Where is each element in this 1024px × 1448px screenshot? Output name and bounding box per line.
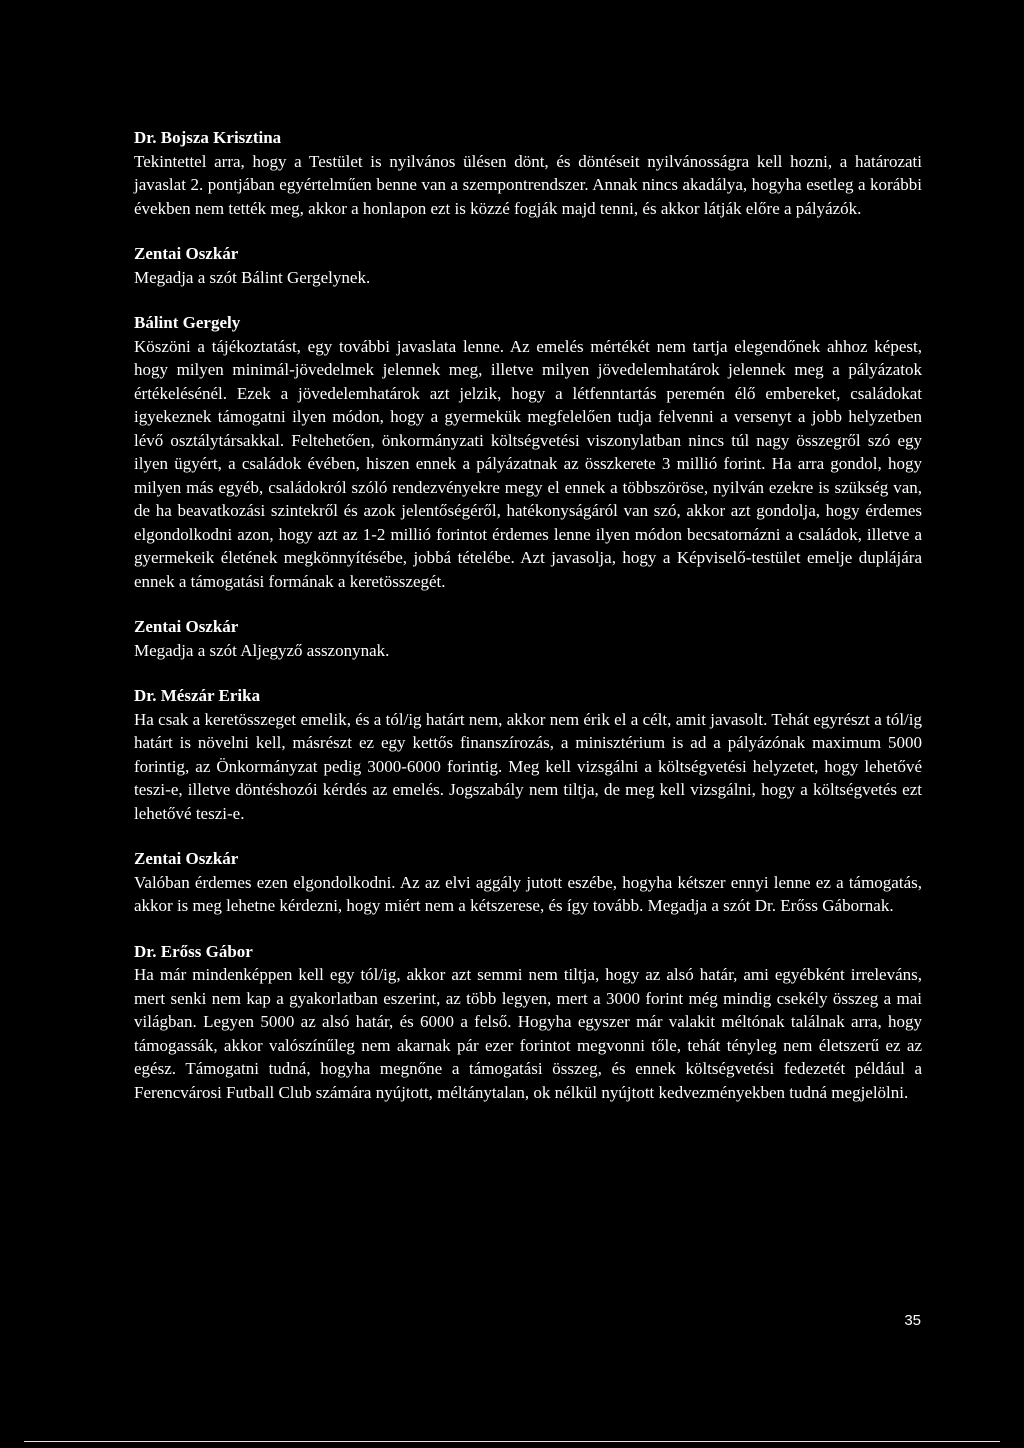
page-number: 35	[904, 1312, 921, 1329]
speaker-name: Zentai Oszkár	[134, 617, 239, 636]
speech-block	[134, 940, 922, 1105]
speech-block	[134, 311, 922, 593]
speech-text: Köszöni a tájékoztatást, egy további javaslata lenne. Az emelés mértékét nem tartja elegendőnek ahhoz képest, hogy milyen minimál-jövedelmek jelennek meg, illetve milyen jövedelemhatárok jelennek meg a pályázatok értékelésénél. Ezek a jövedelemhatárok azt jelzik, hogy a létfenntartás peremén élő embereket, családokat igyekeznek támogatni ilyen módon, hogy a gyermekük megfelelően tudja felvenni a versenyt a jobb helyzetben lévő osztálytársakkal. Feltehetően, önkormányzati költségvetési viszonylatban nincs túl nagy összegről szó egy ilyen ügyért, a családok évében, hiszen ennek a pályázatnak az összkerete 3 millió forint. Ha arra gondol, hogy milyen más egyéb, családokról szóló rendezvényekre megy el ennek a többszöröse, nyilván ezekre is szükség van, de ha beavatkozási szintekről és azok jelentőségéről, hatékonyságáról van szó, akkor azt gondolja, hogy érdemes elgondolkodni azon, hogy azt az 1-2 millió forintot érdemes lenne ilyen módon becsatornázni a családok, illetve a gyermekeik életének megkönnyítésébe, jobbá tételébe. Azt javasolja, hogy a Képviselő-testület emelje duplájára ennek a támogatási formának a keretösszegét.	[134, 336, 922, 591]
speech-text: Megadja a szót Bálint Gergelynek.	[134, 267, 371, 287]
speaker-name: Zentai Oszkár	[134, 849, 239, 868]
speech-text: Ha csak a keretösszeget emelik, és a tól/ig határt nem, akkor nem érik el a célt, amit javasolt. Tehát egyrészt a tól/ig határt is növelni kell, másrészt ez egy kettős finanszírozás, a minisztérium is ad a pályázónak maximum 5000 forintig, az Önkormányzat pedig 3000-6000 forintig. Meg kell vizsgálni a költségvetési helyzetet, hogy lehetővé teszi-e, illetve döntéshozói kérdés az emelés. Jogszabály nem tiltja, de meg kell vizsgálni, hogy a költségvetés ezt lehetővé teszi-e.	[134, 709, 922, 823]
bottom-rule	[24, 1441, 1000, 1442]
speaker-name: Zentai Oszkár	[134, 244, 239, 263]
speech-block	[134, 615, 922, 662]
speech-block	[134, 242, 922, 289]
speech-text: Valóban érdemes ezen elgondolkodni. Az az elvi aggály jutott eszébe, hogyha kétszer ennyi lenne ez a támogatás, akkor is meg lehetne kérdezni, hogy miért nem a kétszerese, és így tovább. Megadja a szót Dr. Erőss Gábornak.	[134, 872, 922, 915]
speaker-name: Dr. Bojsza Krisztina	[134, 128, 282, 147]
document-body	[134, 126, 922, 1126]
speaker-name: Dr. Mészár Erika	[134, 686, 261, 705]
speaker-name: Dr. Erőss Gábor	[134, 941, 253, 961]
speech-text: Megadja a szót Aljegyző asszonynak.	[134, 640, 390, 660]
speaker-name: Bálint Gergely	[134, 313, 241, 332]
speech-block	[134, 847, 922, 918]
speech-block	[134, 684, 922, 825]
speech-text: Tekintettel arra, hogy a Testület is nyilvános ülésen dönt, és döntéseit nyilvánosságra kell hozni, a határozati javaslat 2. pontjában egyértelműen benne van a szempontrendszer. Annak nincs akadálya, hogyha esetleg a korábbi években nem tették meg, akkor a honlapon ezt is közzé fogják majd tenni, és akkor látják előre a pályázók.	[134, 151, 922, 218]
speech-text: Ha már mindenképpen kell egy tól/ig, akkor azt semmi nem tiltja, hogy az alsó határ, ami egyébként irreleváns, mert senki nem kap a gyakorlatban eszerint, az több legyen, mert a 3000 forint még mindig csekély összeg a mai világban. Legyen 5000 az alsó határ, és 6000 a felső. Hogyha egyszer már valakit méltónak találnak arra, hogy támogassák, akkor valószínűleg nem akarnak pár ezer forintot megvonni tőle, tehát tényleg nem életszerű ez az egész. Támogatni tudná, hogyha megnőne a támogatási összeg, és ennek költségvetési fedezetét például a Ferencvárosi Futball Club számára nyújtott, méltánytalan, ok nélkül nyújtott kedvezményekben tudná megjelölni.	[134, 965, 922, 1102]
speech-block	[134, 126, 922, 220]
